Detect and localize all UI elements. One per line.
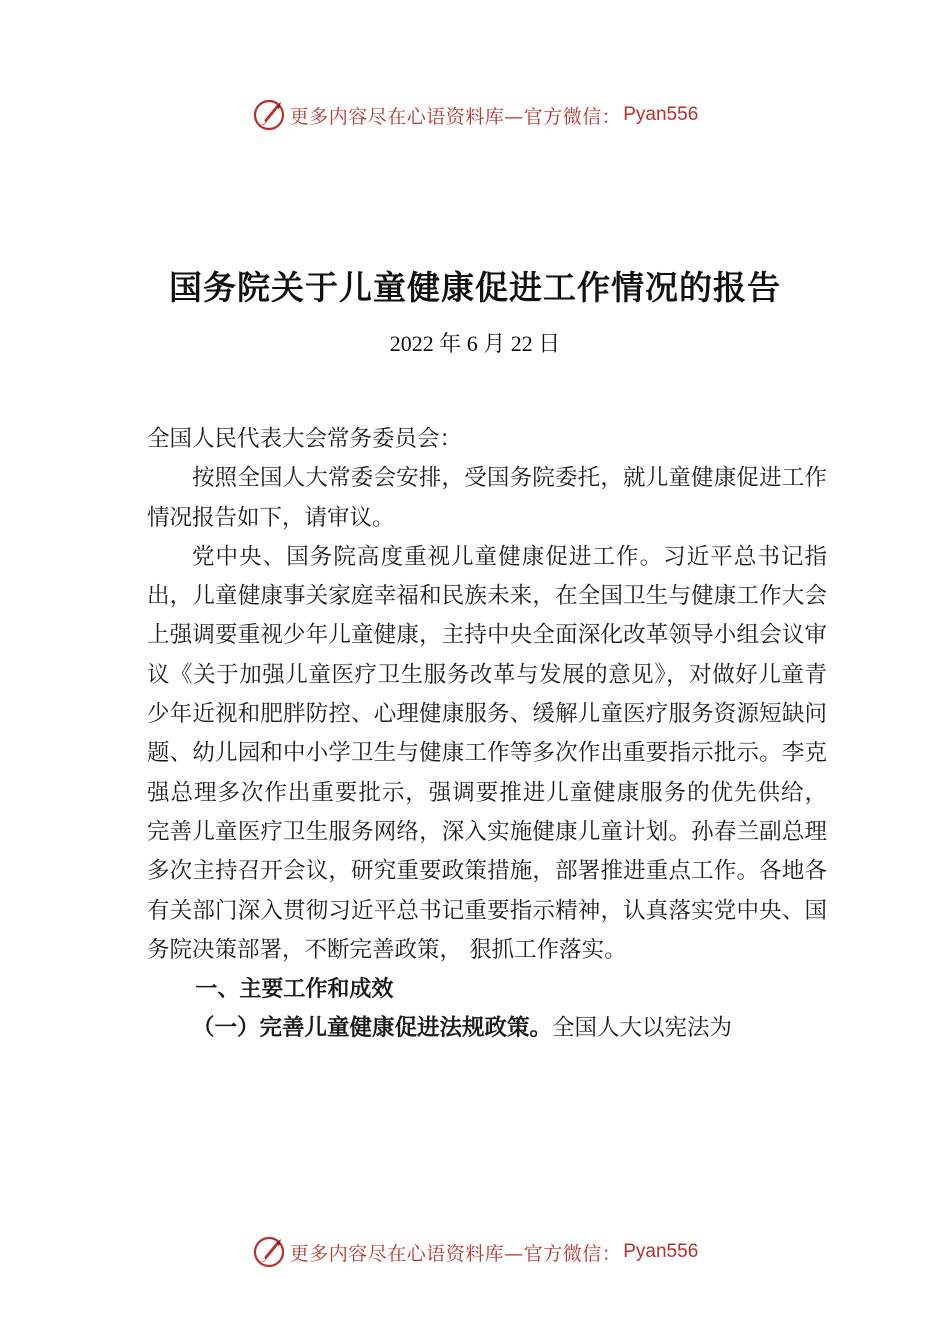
document-body <box>147 420 827 1049</box>
document-title: 国务院关于儿童健康促进工作情况的报告 <box>169 268 781 307</box>
banner-wechat-id: Pyan556 <box>623 104 699 125</box>
quill-logo-icon <box>252 1235 286 1269</box>
subsection-text: 全国人大以宪法为 <box>552 1015 733 1042</box>
header-banner <box>0 95 950 135</box>
section-heading: 一、主要工作和成效 <box>195 977 394 1003</box>
quill-logo-icon <box>252 98 286 132</box>
paragraph-intro: 按照全国人大常委会安排，受国务院委托，就儿童健康促进工作情况报告如下，请审议。 <box>147 465 827 531</box>
banner-text: 更多内容尽在心语资料库—官方微信： <box>289 1242 622 1265</box>
paragraph-background: 党中央、国务院高度重视儿童健康促进工作。习近平总书记指出，儿童健康事关家庭幸福和民族未来，在全国卫生与健康工作大会上强调要重视少年儿童健康，主持中央全面深化改革领导小组会议审议《关于加强儿童医疗卫生服务改革与发展的意见》，对做好儿童青少年近视和肥胖防控、心理健康服务、缓解儿童医疗服务资源短缺问题、幼儿园和中小学卫生与健康工作等多次作出重要指示批示。李克强总理多次作出重要批示，强调要推进儿童健康服务的优先供给， 完善儿童医疗卫生服务网络，深入实施健康儿童计划。孙春兰副总理多次主持召开会议，研究重要政策措施，部署推进重点工作。各地各有关部门深入贯彻习近平总书记重要指示精神，认真落实党中央、国务院决策部署，不断完善政策， 狠抓工作落实。 <box>147 543 827 963</box>
document-date: 2022 年 6 月 22 日 <box>389 331 561 356</box>
salutation: 全国人民代表大会常务委员会： <box>147 426 463 452</box>
subsection-heading: （一）完善儿童健康促进法规政策。 <box>192 1015 553 1042</box>
banner-text: 更多内容尽在心语资料库—官方微信： <box>289 105 622 128</box>
subsection-paragraph <box>147 1009 827 1048</box>
banner-wechat-id: Pyan556 <box>623 1241 699 1262</box>
footer-banner <box>0 1232 950 1272</box>
